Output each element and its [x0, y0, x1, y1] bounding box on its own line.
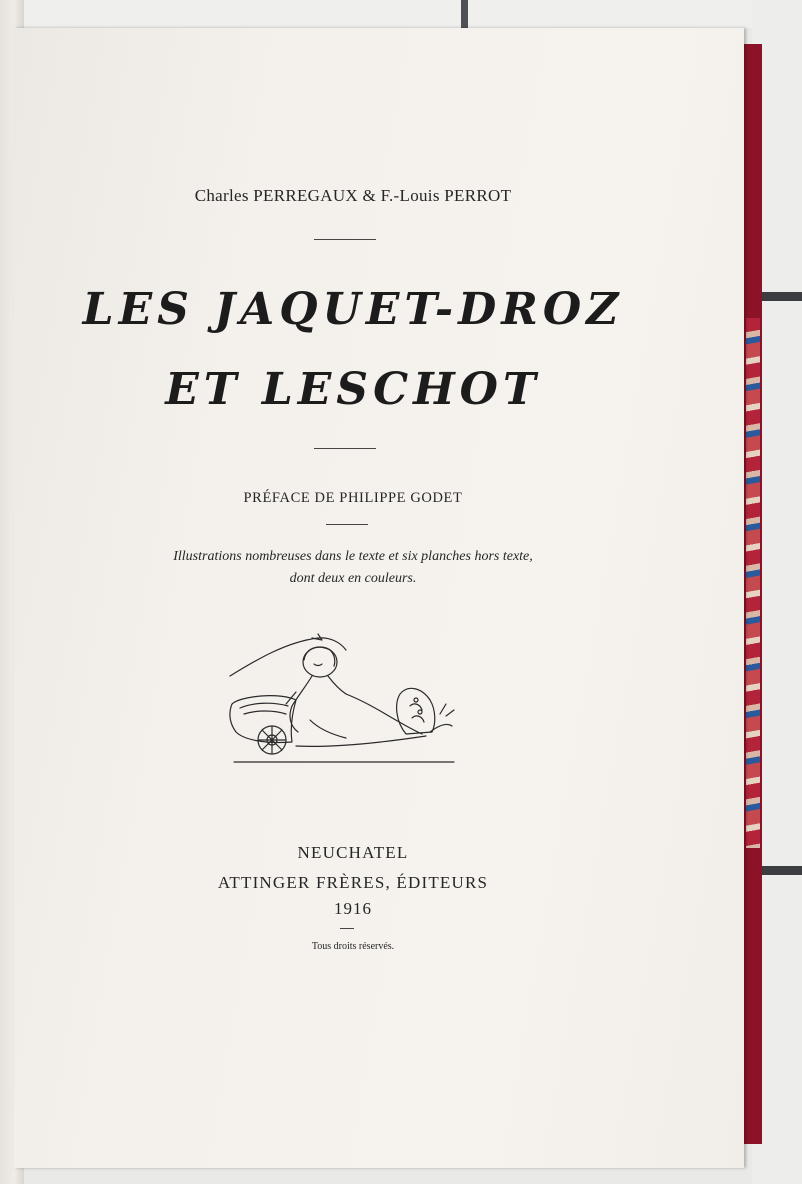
book-title-line-1: LES JAQUET-DROZ — [82, 284, 624, 335]
tile-seam — [461, 0, 468, 30]
illustrations-note-line-1: Illustrations nombreuses dans le texte et six planches hors texte, — [173, 549, 533, 564]
book-title-line-2: ET LESCHOT — [165, 364, 541, 415]
publication-place: NEUCHATEL — [297, 843, 409, 862]
illustrations-note-line-2: dont deux en couleurs. — [289, 571, 417, 586]
publication-year: 1916 — [334, 899, 372, 918]
cherub-chariot-butterfly-vignette — [226, 630, 462, 766]
publisher-line: ATTINGER FRÈRES, ÉDITEURS — [217, 873, 489, 892]
rights-notice: Tous droits réservés. — [311, 941, 395, 952]
tile-seam — [758, 866, 802, 875]
title-page — [14, 28, 744, 1168]
divider-rule — [314, 239, 376, 240]
tile-seam — [758, 292, 802, 301]
divider-rule — [314, 448, 376, 449]
authors-line: Charles PERREGAUX & F.-Louis PERROT — [194, 186, 512, 205]
background-tile — [0, 0, 802, 28]
illustrations-note — [28, 546, 678, 590]
divider-rule — [326, 524, 368, 525]
divider-rule — [340, 928, 354, 929]
preface-line: PRÉFACE DE PHILIPPE GODET — [243, 490, 463, 506]
marbled-endpaper — [746, 318, 760, 848]
